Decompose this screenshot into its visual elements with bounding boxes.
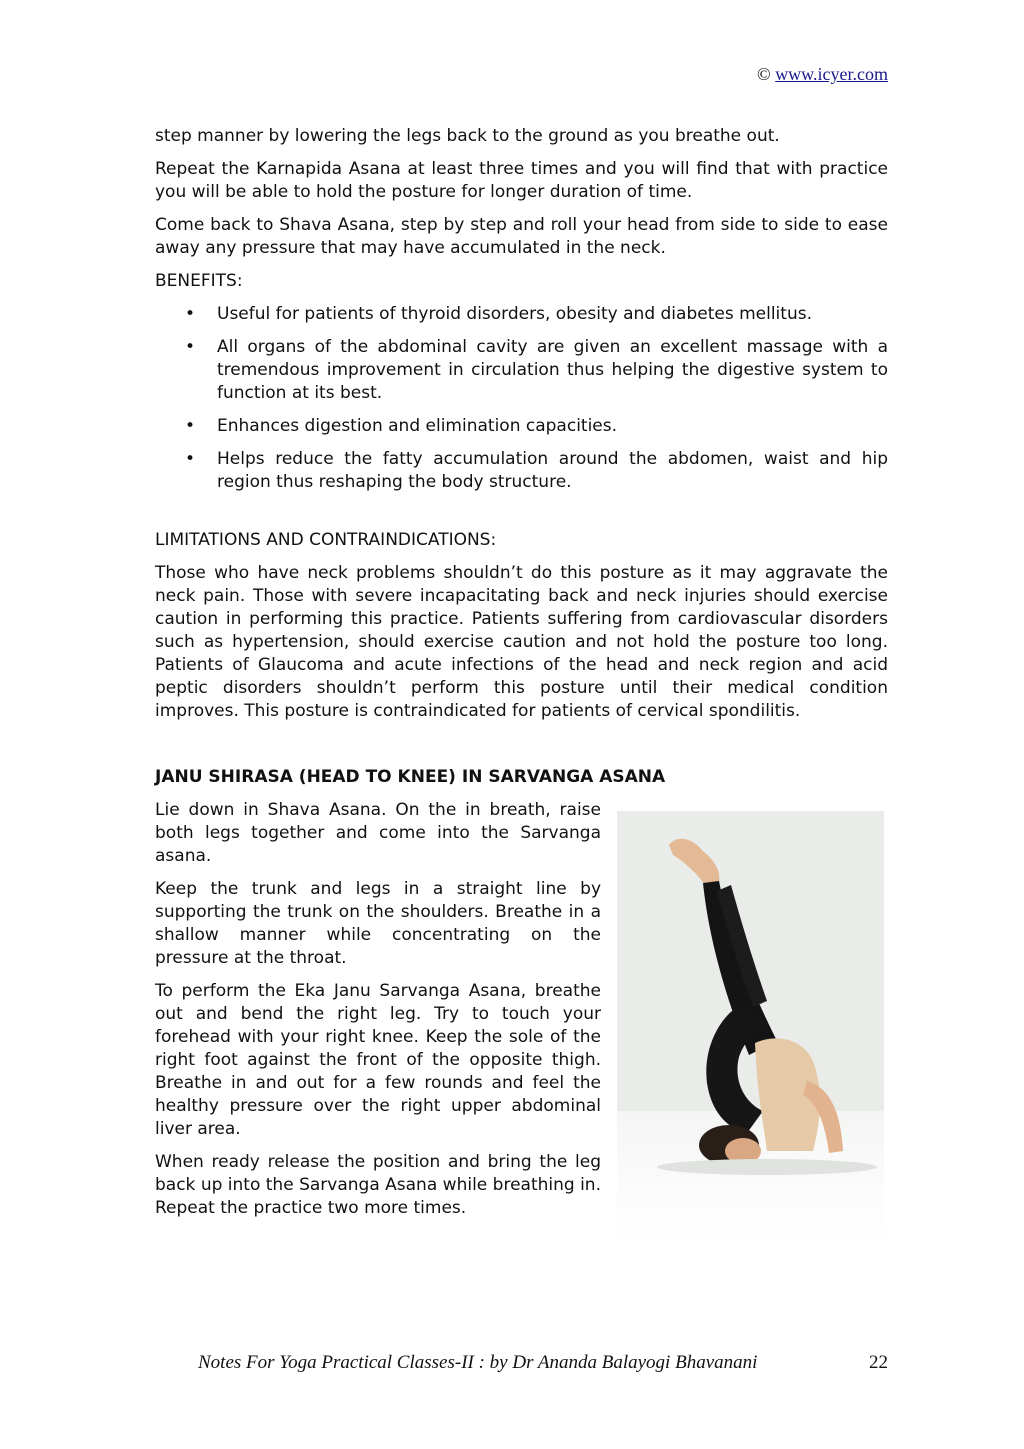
page-number: 22 [869, 1352, 888, 1373]
janu-text-column [155, 799, 601, 1220]
intro-paragraph: Repeat the Karnapida Asana at least three times and you will find that with practice you will be able to hold the posture for longer duration of time. [155, 159, 888, 202]
photo-floor [617, 1111, 884, 1243]
list-item: • Enhances digestion and elimination capacities. [155, 415, 888, 438]
limitations-paragraph: Those who have neck problems shouldn’t do this posture as it may aggravate the neck pain. Those with severe incapacitating back and neck injuries should exercise caution in performing this practice. Patients suffering from cardiovascular disorders such as hypertension, should exercise caution and not hold the posture too long. Patients of Glaucoma and acute infections of the head and neck region and acid peptic disorders shouldn’t perform this posture until their medical condition improves. This posture is contraindicated for patients of cervical spondilitis. [155, 563, 888, 721]
janu-paragraph: Lie down in Shava Asana. On the in breath, raise both legs together and come into the Sarvanga asana. [155, 800, 601, 866]
floor-shadow [657, 1159, 877, 1175]
footer-title: Notes For Yoga Practical Classes-II : by Dr Ananda Balayogi Bhavanani [198, 1352, 758, 1373]
list-item: • All organs of the abdominal cavity are given an excellent massage with a tremendous improvement in circulation thus helping the digestive system to function at its best. [155, 336, 888, 405]
posture-illustration [617, 811, 884, 1243]
benefits-heading: BENEFITS: [155, 271, 243, 291]
janu-paragraph: Keep the trunk and legs in a straight line by supporting the trunk on the shoulders. Breathe in a shallow manner while concentrating on the pressure at the throat. [155, 879, 601, 968]
site-link[interactable]: www.icyer.com [775, 64, 888, 84]
intro-paragraph: Come back to Shava Asana, step by step and roll your head from side to side to ease away any pressure that may have accumulated in the neck. [155, 215, 888, 258]
list-item: • Helps reduce the fatty accumulation around the abdomen, waist and hip region thus reshaping the body structure. [155, 448, 888, 494]
intro-paragraph: step manner by lowering the legs back to the ground as you breathe out. [155, 126, 780, 146]
janu-section [155, 799, 888, 1220]
janu-paragraph: When ready release the position and bring the leg back up into the Sarvanga Asana while breathing in. Repeat the practice two more times. [155, 1152, 601, 1218]
page-content [155, 125, 888, 1230]
section-heading: JANU SHIRASA (HEAD TO KNEE) IN SARVANGA ASANA [155, 767, 666, 787]
janu-paragraph: To perform the Eka Janu Sarvanga Asana, breathe out and bend the right leg. Try to touch your forehead with your right knee. Keep the sole of the right foot against the front of the opposite thigh. Breathe in and out for a few rounds and feel the healthy pressure over the right upper abdominal liver area. [155, 981, 601, 1139]
page-footer [198, 1352, 890, 1374]
page-header [757, 64, 888, 85]
list-item: • Useful for patients of thyroid disorders, obesity and diabetes mellitus. [155, 303, 888, 326]
benefits-list [155, 303, 888, 494]
limitations-heading: LIMITATIONS AND CONTRAINDICATIONS: [155, 530, 497, 550]
copyright-symbol: © [757, 64, 771, 84]
posture-photo [617, 811, 884, 1243]
